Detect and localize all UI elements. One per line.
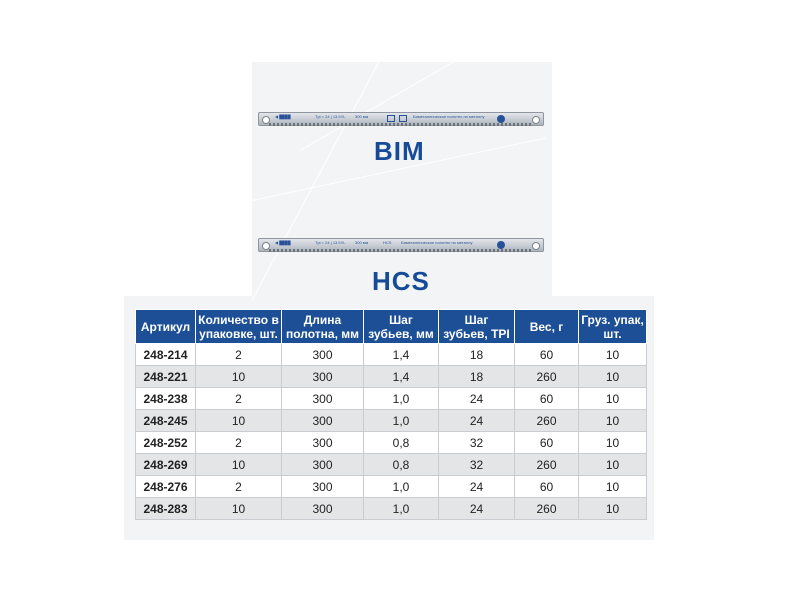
cell-length: 300 <box>282 366 364 388</box>
header-quantity: Количество в упаковке, шт. <box>196 310 282 344</box>
table-row <box>136 476 647 498</box>
cell-pitch-mm: 0,8 <box>364 432 439 454</box>
cell-pitch-mm: 1,0 <box>364 498 439 520</box>
cell-quantity: 10 <box>196 454 282 476</box>
blade-teeth <box>269 123 533 126</box>
cell-weight: 260 <box>515 366 579 388</box>
cell-weight: 260 <box>515 498 579 520</box>
cell-weight: 260 <box>515 410 579 432</box>
bim-label: BIM <box>374 136 425 166</box>
cell-package: 10 <box>579 432 647 454</box>
blade-arrow-icon: ◀ ████ <box>275 240 291 245</box>
blade-print-description: Биметаллическое полотно по металлу <box>413 114 485 119</box>
table-row <box>136 344 647 366</box>
header-tooth-pitch-tpi: Шаг зубьев, TPI <box>439 310 515 344</box>
cell-package: 10 <box>579 366 647 388</box>
blade-wave-icon <box>399 115 407 122</box>
header-weight: Вес, г <box>515 310 579 344</box>
cell-quantity: 10 <box>196 366 282 388</box>
hcs-saw-blade-image <box>258 238 544 252</box>
cell-pitch-mm: 1,4 <box>364 344 439 366</box>
cell-length: 300 <box>282 388 364 410</box>
cell-pitch-mm: 1,0 <box>364 476 439 498</box>
blade-hole <box>532 242 540 250</box>
table-row <box>136 366 647 388</box>
header-article: Артикул <box>136 310 196 344</box>
cell-quantity: 10 <box>196 498 282 520</box>
table-header-row <box>136 310 647 344</box>
cell-pitch-tpi: 18 <box>439 366 515 388</box>
table-row <box>136 454 647 476</box>
cell-article: 248-214 <box>136 344 196 366</box>
cell-quantity: 2 <box>196 388 282 410</box>
blade-teeth <box>269 249 533 252</box>
blade-print-tpi: Tpi = 24 | 13.5YL <box>315 114 346 119</box>
blade-print-length: 300 мм <box>355 114 369 119</box>
hcs-label: HCS <box>372 266 430 296</box>
cell-article: 248-245 <box>136 410 196 432</box>
blade-print-length: 300 мм <box>355 240 369 245</box>
cell-weight: 260 <box>515 454 579 476</box>
cell-weight: 60 <box>515 476 579 498</box>
cell-weight: 60 <box>515 432 579 454</box>
blade-print-description: Биметаллическое полотно по металлу <box>401 240 473 245</box>
brand-logo-icon <box>497 241 505 249</box>
cell-pitch-mm: 1,0 <box>364 388 439 410</box>
table-body <box>136 344 647 520</box>
header-length: Длина полотна, мм <box>282 310 364 344</box>
specifications-table <box>135 309 647 520</box>
blade-arrow-icon: ◀ ████ <box>275 114 291 119</box>
cell-article: 248-238 <box>136 388 196 410</box>
cell-weight: 60 <box>515 388 579 410</box>
brand-logo-icon <box>497 115 505 123</box>
cell-weight: 60 <box>515 344 579 366</box>
cell-package: 10 <box>579 388 647 410</box>
cell-quantity: 2 <box>196 432 282 454</box>
cell-length: 300 <box>282 498 364 520</box>
cell-length: 300 <box>282 476 364 498</box>
cell-pitch-tpi: 24 <box>439 388 515 410</box>
cell-package: 10 <box>579 344 647 366</box>
blade-hole <box>532 116 540 124</box>
cell-article: 248-269 <box>136 454 196 476</box>
cell-package: 10 <box>579 454 647 476</box>
bim-saw-blade-image <box>258 112 544 126</box>
cell-article: 248-221 <box>136 366 196 388</box>
cell-pitch-tpi: 18 <box>439 344 515 366</box>
cell-length: 300 <box>282 410 364 432</box>
cell-length: 300 <box>282 344 364 366</box>
cell-article: 248-283 <box>136 498 196 520</box>
blade-tooth-icon <box>387 115 395 122</box>
blade-print-material: HCS <box>383 240 392 245</box>
table-row <box>136 432 647 454</box>
blade-print-tpi: Tpi = 24 | 13.5YL <box>315 240 346 245</box>
header-package: Груз. упак, шт. <box>579 310 647 344</box>
cell-quantity: 10 <box>196 410 282 432</box>
cell-quantity: 2 <box>196 344 282 366</box>
cell-quantity: 2 <box>196 476 282 498</box>
cell-pitch-tpi: 24 <box>439 410 515 432</box>
cell-length: 300 <box>282 454 364 476</box>
cell-pitch-mm: 1,4 <box>364 366 439 388</box>
cell-pitch-tpi: 24 <box>439 498 515 520</box>
cell-article: 248-276 <box>136 476 196 498</box>
table-row <box>136 498 647 520</box>
table-row <box>136 410 647 432</box>
cell-package: 10 <box>579 498 647 520</box>
table-row <box>136 388 647 410</box>
cell-pitch-tpi: 24 <box>439 476 515 498</box>
cell-pitch-mm: 1,0 <box>364 410 439 432</box>
cell-length: 300 <box>282 432 364 454</box>
cell-pitch-mm: 0,8 <box>364 454 439 476</box>
header-tooth-pitch-mm: Шаг зубьев, мм <box>364 310 439 344</box>
cell-package: 10 <box>579 476 647 498</box>
cell-pitch-tpi: 32 <box>439 454 515 476</box>
cell-pitch-tpi: 32 <box>439 432 515 454</box>
cell-package: 10 <box>579 410 647 432</box>
cell-article: 248-252 <box>136 432 196 454</box>
